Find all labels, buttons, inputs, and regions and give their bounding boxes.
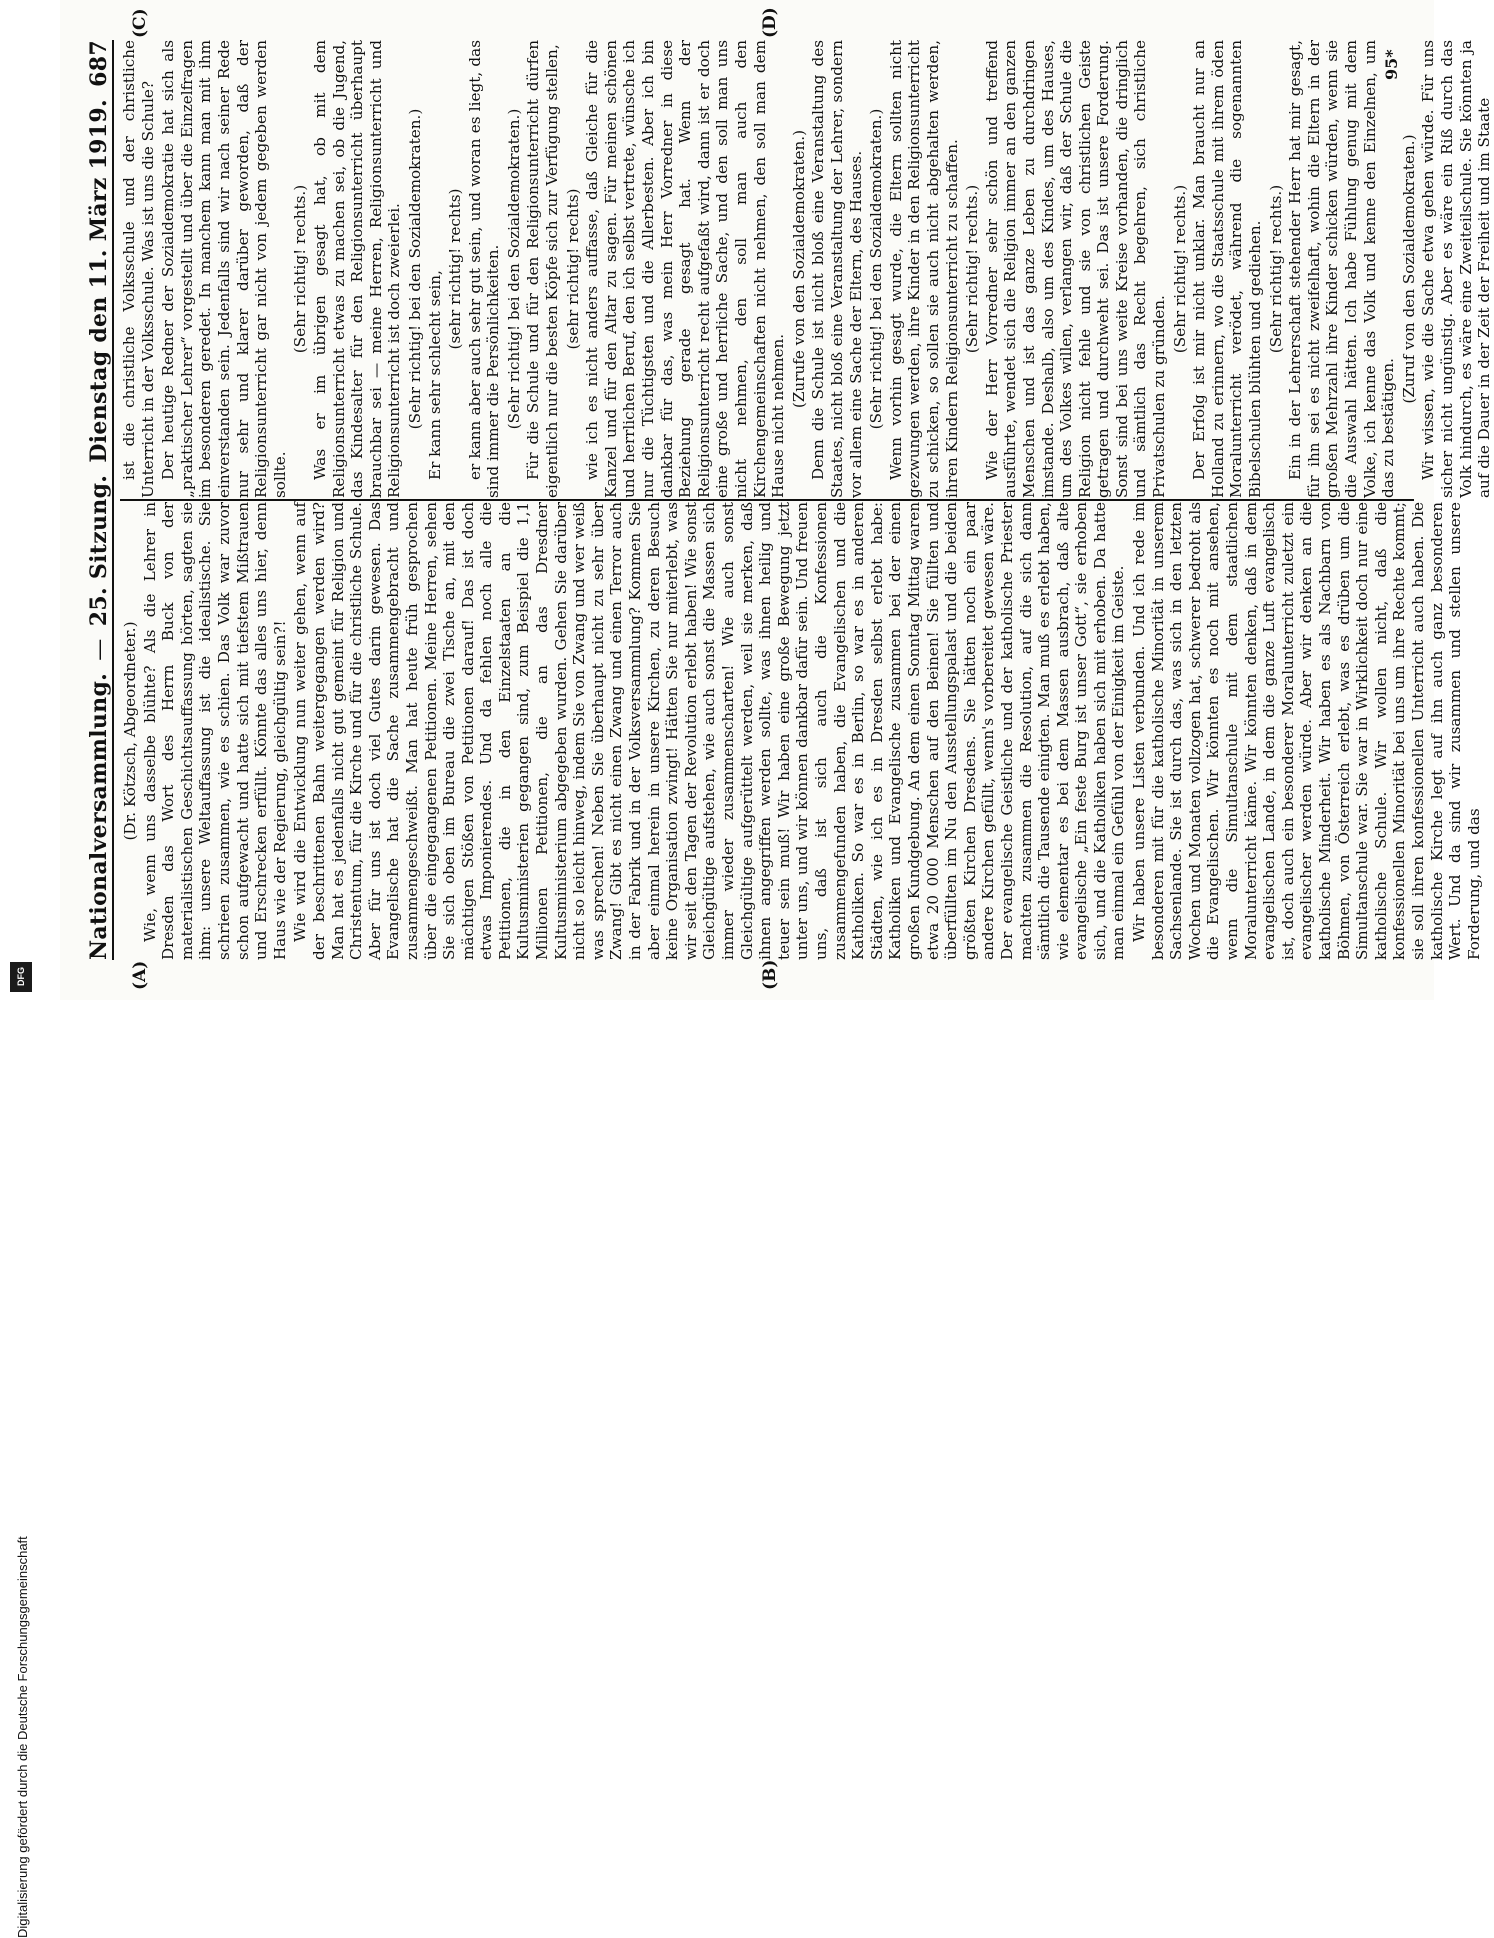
right-paragraph: Ein in der Lehrerschaft stehender Herr hat mir gesagt, für ihn sei es nicht zweifelhaft, wohin die Eltern in der großen Mehrzahl ihre Kinder schicken würden, wenn sie die Auswahl hätten. Ich habe Fühlung genug mit dem Volke, ich kenne das Volk und kenne den Einzelnen, um das zu bestätigen. [1286,40,1398,498]
right-paragraph: (sehr richtig! rechts) [446,188,465,350]
page-number: 687 [86,40,112,87]
right-paragraph: (Sehr richtig! rechts.) [291,184,310,354]
footer-strip [0,0,60,1938]
header-separator: — [87,638,112,661]
right-paragraph: (Sehr richtig! bei den Sozialdemokraten.) [504,108,523,430]
header-session: 25. Sitzung. [86,474,112,627]
left-paragraph: (Dr. Kötzsch, Abgeordneter.) [121,621,139,841]
signature-mark: 95* [1382,49,1401,80]
right-paragraph: Wir wissen, wie die Sache etwa gehen würde. Für uns sicher nicht ungünstig. Aber es wäre ein Riß durch das Volk hindurch, es wäre eine Zweiteilschule. Sie könnten ja auf die Dauer in der Zeit der Freiheit und im Staate [1419,40,1494,498]
right-paragraph: Der Erfolg ist mir nicht unklar. Man braucht nur an Holland zu erinnern, wo die Staatsschule mit ihrem öden Moralunterricht verödet, während die sogenannten Bibelschulen blühten und gediehen. [1190,40,1265,498]
marker-b: (B) [760,959,780,990]
right-paragraph: wie ich es nicht anders auffasse, daß Gleiche für die Kanzel und für den Altar zu sagen. Für meinen schönen und herrlichen Beruf, den ich selbst vertrete, wünsche ich nur die Tüchtigsten und die Allerbesten. Aber ich bin dankbar für das, was mein Herr Vorredner in diese Beziehung gerade gesagt hat. Wenn der Religionsunterricht recht aufgefaßt wird, dann ist er doch eine große und herrliche Sache, und den soll man uns nicht nehmen, den soll man auch den Kirchengemeinschaften nicht nehmen, den soll man dem Hause nicht nehmen. [583,40,788,498]
right-paragraph: Für die Schule und für den Religionsunterricht dürfen eigentlich nur die besten Köpfe sich zur Verfügung stellen, [524,40,562,498]
right-paragraph: Der heutige Redner der Sozialdemokratie hat sich als „praktischer Lehrer“ vorgestellt und über die Einzelfragen im besonderen geredet. In manchem kann man mit ihm einverstanden sein. Jedenfalls sind wir nach seiner Rede nur sehr und klarer darüber geworden, daß der Religionsunterricht gar nicht von jedem gegeben werden sollte. [159,40,289,498]
page-header [78,40,114,960]
right-paragraph: (Sehr richtig! bei den Sozialdemokraten.) [867,108,886,430]
page-content [60,0,1494,1000]
dfg-logo: DFG [10,962,32,992]
right-paragraph: (Sehr richtig! rechts.) [1170,184,1189,354]
left-paragraph: Wie, wenn uns dasselbe blühte? Als die Lehrer in Dresden das Wort des Herrn Buck von der materialistischen Geschichtsauffassung hörten, sagten sie ihm: unsere Weltauffassung ist die idealistische. Sie schrieen zusammen, wie es schien. Das Volk war zuvor schon aufgewacht und hatte sich mit tiefstem Mißtrauen und Erschrecken erfüllt. Könnte das alles uns hier, denn Haus wie der Regierung, gleichgültig sein?! [140,502,289,960]
left-column [120,502,1483,960]
header-date: Dienstag den 11. März 1919. [86,99,112,463]
header-title: Nationalversammlung. [86,672,112,960]
text-columns [120,7,1494,990]
left-paragraph: Wir haben unsere Listen verbunden. Und ich rede im besonderen mit für die katholische Minorität in unserem Sachsenlande. Sie ist durch das, was sich in den letzten Wochen und Monaten vollzogen hat, schwerer bedroht als die Evangelischen. Wir könnten es noch mit ansehen, wenn die Simultanschule mit dem staatlichen Moralunterricht käme. Wir könnten denken, daß in dem evangelischen Lande, in dem die ganze Luft evangelisch ist, doch auch ein besonderer Moralunterricht zuletzt ein evangelischer werden würde. Aber wir denken an die katholische Minderheit. Wir haben es als Nachbarn von Böhmen, von Österreich erlebt, was es drüben um die Simultanschule war. Sie war in Wirklichkeit doch nur eine katholische Schule. Wir wollen nicht, daß die konfessionellen Minorität bei uns um ihre Rechte kommt; sie soll ihren konfessionellen Unterricht auch haben. Die katholische Kirche legt auf ihn auch ganz besonderen Wert. Und da sind wir zusammen und stellen unsere Forderung, und das [1130,502,1483,960]
right-paragraph: (sehr richtig! rechts) [563,188,582,350]
right-column [120,40,1494,498]
right-paragraph: Wie der Herr Vorredner sehr schön und treffend ausführte, wendet sich die Religion immer an den ganzen Menschen und ist das ganze Leben zu durchdringen imstande. Deshalb, also um des Kindes, um des Hauses, um des Volkes willen, verlangen wir, daß der Schule die Religion nicht fehle und sie von christlichen Geiste getragen und durchweht sei. Das ist unsere Forderung. Sonst sind bei uns weite Kreise vorhanden, die dringlich und sämtlich das Recht begehren, sich christliche Privatschulen zu gründen. [982,40,1169,498]
right-paragraph: (Sehr richtig! rechts.) [963,184,982,354]
scanned-page [60,0,1494,1000]
right-paragraph: Was er im übrigen gesagt hat, ob mit dem Religionsunterricht etwas zu machen sei, ob die Jugend, das Kindesalter für den Religionsunterricht überhaupt brauchbar sei — meine Herren, Religionsunterricht und Religionsunterricht ist doch zweierlei. [310,40,404,498]
right-paragraph: er kann aber auch sehr gut sein, und woran es liegt, das sind immer die Persönlichkeiten. [465,40,503,498]
marker-c: (C) [130,8,150,38]
left-paragraph: Wie wird die Entwicklung nun weiter gehen, wenn auf der beschrittenen Bahn weitergegangen werden wird? Man hat es jedenfalls nicht gut gemeint für Religion und Christentum, für die Kirche und für die christliche Schule. Aber für uns ist doch viel Gutes darin gewesen. Das Evangelische hat die Sache zusammengebracht und zusammengeschweißt. Man hat heute früh gesprochen über die eingegangenen Petitionen. Meine Herren, sehen Sie sich oben im Bureau die zwei Tische an, mit den mächtigen Stößen von Petitionen darauf! Das ist doch etwas Imponierendes. Und da fehlen noch alle die Petitionen, die in den Einzelstaaten an die Kultusministerien gegangen sind, zum Beispiel die 1,1 Millionen Petitionen, die an das Dresdner Kultusministerium abgegeben wurden. Gehen Sie darüber nicht so leicht hinweg, indem Sie von Zwang und wer weiß was sprechen! Neben Sie überhaupt nicht zu sehr über Zwang! Gibt es nicht einen Zwang und einen Terror auch in der Fabrik und in der Volksversammlung? Kommen Sie aber einmal herein in unsere Kirchen, zu deren Besuch keine Organisation zwingt! Hätten Sie nur miterlebt, was wir seit den Tagen der Revolution erlebt haben! Wie sonst Gleichgültige aufstehen, wie auch sonst die Massen sich immer wieder zusammenscharten! Wie auch sonst Gleichgültige aufgerüttelt werden, weil sie merken, daß ihnen angegriffen werden sollte, was ihnen heilig und teuer sein muß! Wir haben eine große Bewegung jetzt unter uns, und wir können dankbar dafür sein. Und freuen uns, daß ist sich auch die Konfessionen zusammengefunden haben, die Evangelischen und die Katholiken. So war es in Berlin, so war es in anderen Städten, wie ich es in Dresden selbst erlebt habe: Katholiken und Evangelische zusammen bei der einen großen Kundgebung. An dem einen Sonntag Mittag waren etwa 20 000 Menschen auf den Beinen! Sie füllten und überfüllten im Nu den Ausstellungspalast und die beiden größten Kirchen Dresdens. Sie hätten noch ein paar andere Kirchen gefüllt, wenn's vorbereitet gewesen wäre. Der evangelische Geistliche und der katholische Priester machten zusammen die Resolution, auf die sich dann sämtlich die Tausende einigten. Man muß es erlebt haben, wie elementar es bei dem Massen ausbrach, daß alte evangelische „Ein feste Burg ist unser Gott“, sie erhoben sich, und die Katholiken haben sich mit erhoben. Da hatte man einmal ein Gefühl von der Einigkeit im Geiste. [291,502,1128,960]
right-paragraph: Wenn vorhin gesagt wurde, die Eltern sollten nicht gezwungen werden, ihre Kinder in den Religionsunterricht zu schicken, so sollen sie auch nicht abgehalten werden, ihren Kindern Religionsunterricht zu schaffen. [886,40,961,498]
column-divider [120,499,1414,501]
page-rotated [60,0,1494,1000]
right-paragraph: Er kann sehr schlecht sein, [425,270,444,480]
marker-d: (D) [760,7,780,38]
marker-a: (A) [130,960,150,990]
right-paragraph: (Zurufe von den Sozialdemokraten.) [789,129,808,409]
footer-credit: Digitalisierung gefördert durch die Deutsche Forschungsgemeinschaft [15,1536,30,1938]
right-paragraph: Denn die Schule ist nicht bloß eine Veranstaltung des Staates, nicht bloß eine Veranstaltung der Lehrer, sondern vor allem eine Sache der Eltern, des Hauses. [809,40,865,498]
right-paragraph: (Sehr richtig! rechts.) [1266,184,1285,354]
right-paragraph: (Zuruf von den Sozialdemokraten.) [1399,134,1418,404]
right-paragraph: (Sehr richtig! bei den Sozialdemokraten.) [405,108,424,430]
right-paragraph: ist die christliche Volksschule und der christliche Unterricht in der Volksschule. Was ist uns die Schule? [120,40,157,498]
